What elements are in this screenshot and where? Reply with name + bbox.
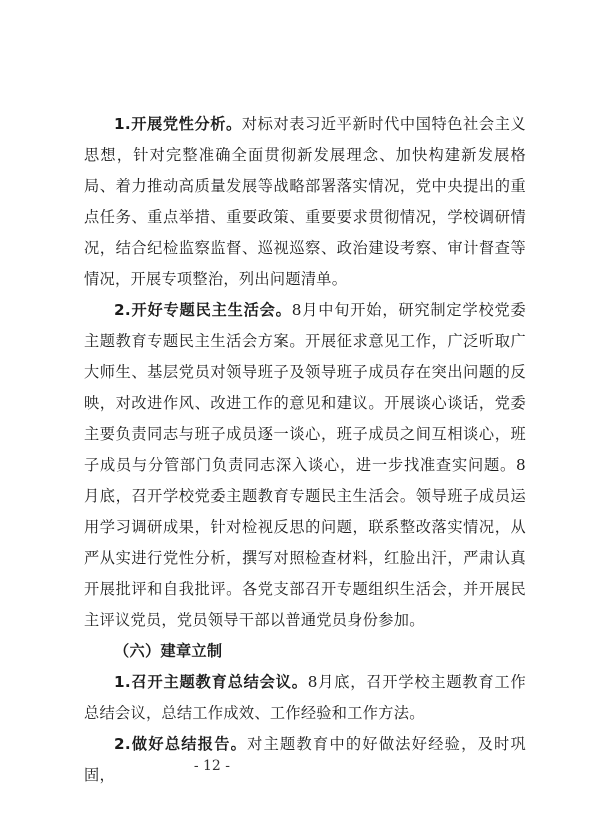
paragraph-party-analysis	[84, 109, 526, 295]
paragraph-body: 对主题教育中的好做法好经验，及时巩固，	[84, 735, 526, 784]
paragraph-body: 8月中旬开始，研究制定学校党委主题教育专题民主生活会方案。开展征求意见工作，广泛听取广大师生、基层党员对领导班子及领导班子成员存在突出问题的反映，对改进作风、改进工作的意见和建议。开展谈心谈话，党委主要负责同志与班子成员逐一谈心，班子成员之间互相谈心，班子成员与分管部门负责同志深入谈心，进一步找准查实问题。8月底，召开学校党委主题教育专题民主生活会。领导班子成员运用学习调研成果，针对检视反思的问题，联系整改落实情况，从严从实进行党性分析，撰写对照检查材料，红脸出汗，严肃认真开展批评和自我批评。各党支部召开专题组织生活会，并开展民主评议党员，党员领导干部以普通党员身份参加。	[84, 301, 527, 629]
paragraph-summary-meeting	[84, 667, 526, 729]
page-number: - 12 -	[193, 758, 230, 774]
paragraph-body: 8月底，召开学校主题教育工作总结会议，总结工作成效、工作经验和工作方法。	[84, 673, 526, 722]
document-body	[84, 109, 526, 791]
paragraph-heading: 2.做好总结报告。	[114, 735, 248, 753]
paragraph-democratic-life-meeting	[84, 295, 526, 636]
section-heading: （六）建章立制	[114, 642, 223, 660]
paragraph-heading: 1.召开主题教育总结会议。	[114, 673, 308, 691]
paragraph-heading: 1.开展党性分析。	[114, 115, 242, 133]
paragraph-body: 对标对表习近平新时代中国特色社会主义思想，针对完整准确全面贯彻新发展理念、加快构建新发展格局、着力推动高质量发展等战略部署落实情况，党中央提出的重点任务、重点举措、重要政策、重要要求贯彻情况，学校调研情况，结合纪检监察监督、巡视巡察、政治建设考察、审计督查等情况，开展专项整治，列出问题清单。	[84, 115, 526, 288]
paragraph-heading: 2.开好专题民主生活会。	[114, 301, 292, 319]
